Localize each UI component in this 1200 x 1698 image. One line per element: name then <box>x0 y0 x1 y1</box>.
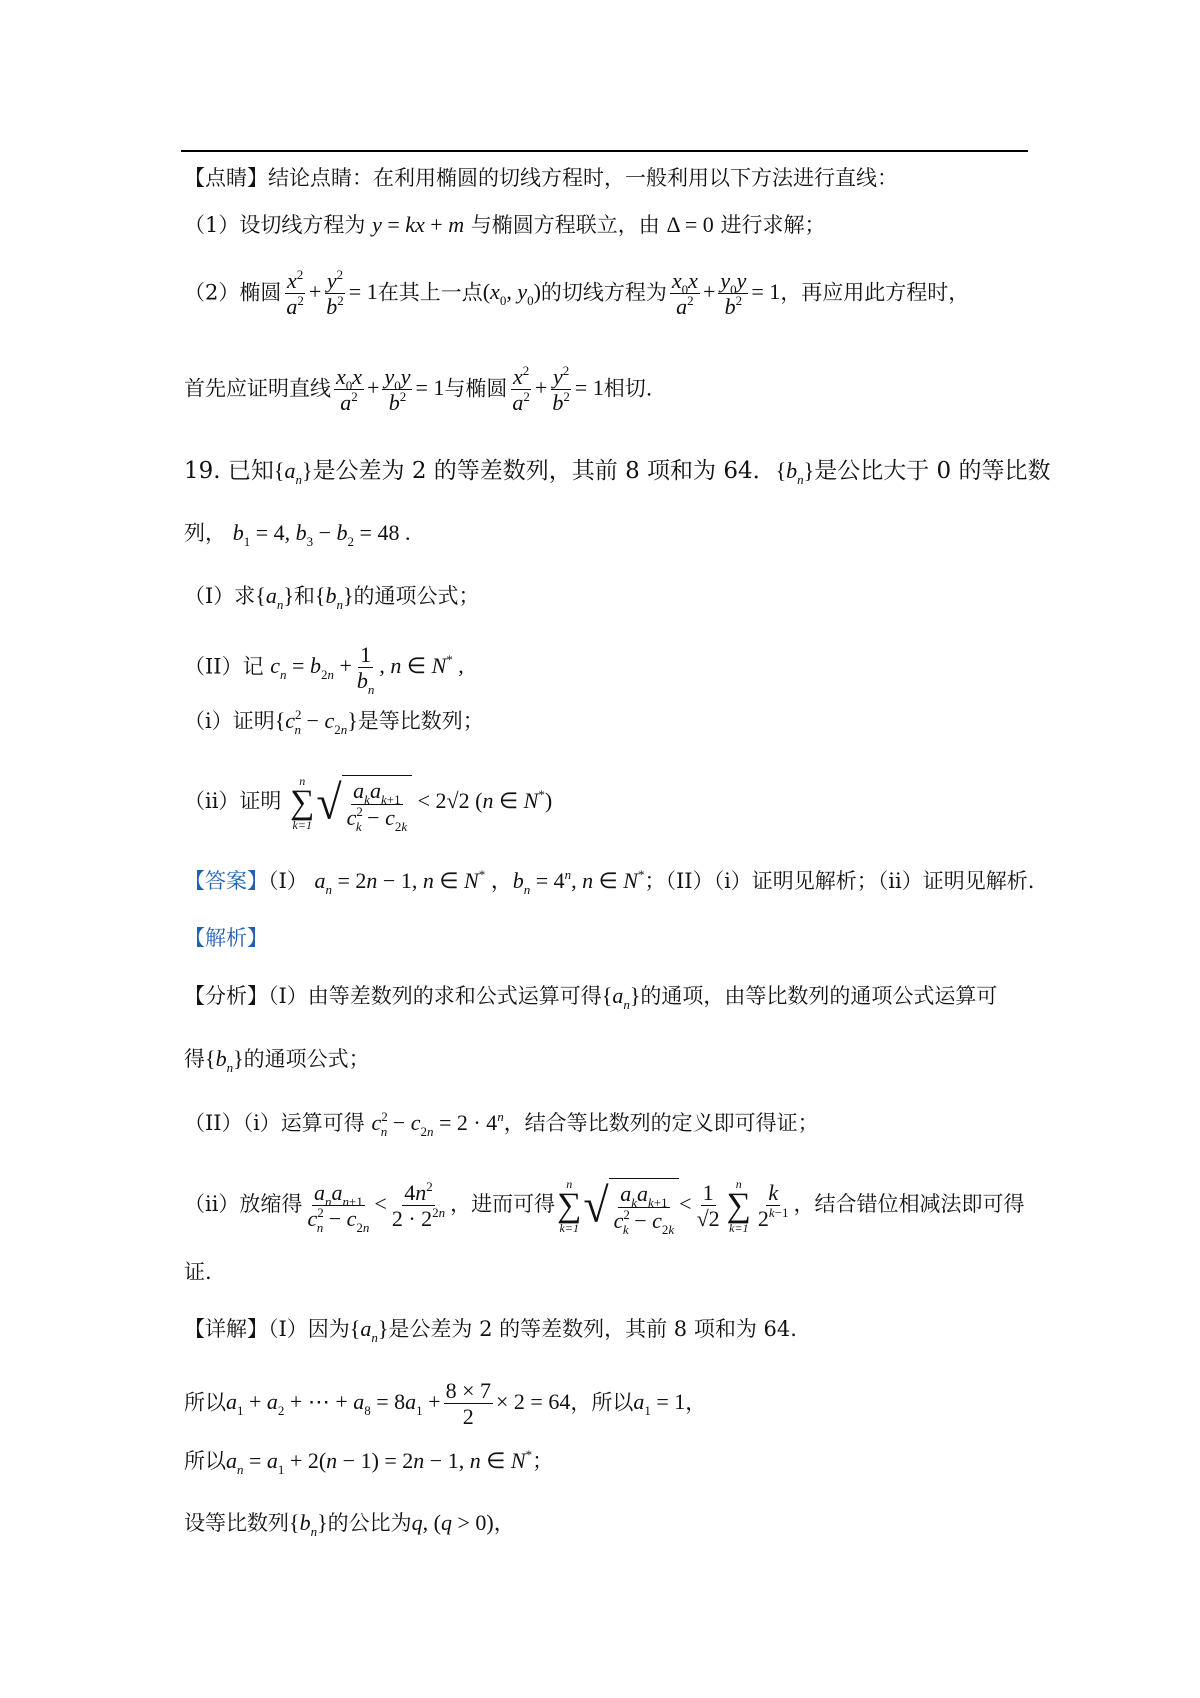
point-x0-y0: ($x_0$, $y_0$) <box>482 279 541 309</box>
sum-inequality: n ∑ k=1 √ $\frac{a_ka_{k+1}}{c^2_k - c_{2k}}$ < $\frac{1}{√2}$ n ∑ k=1 $\frac{k}{2^{k-1}}$ <box>557 1177 789 1237</box>
top-rule <box>181 150 1028 152</box>
answer-an: $a_n = 2n - 1$, n ∈ N* ，$b_n = 4^n$, n ∈ N* <box>314 867 645 897</box>
tangent-equation-2: $\frac{x_0x}{a^2}$ + $\frac{y_0y}{b^2}$ = 1 <box>336 364 445 416</box>
analysis-line-4: （ii）放缩得 $\frac{a_na_{n+1}}{c^2_n - c_{2n}}$ < $\frac{4n^2}{2 \cdot 2^{2n}}$ ，进而可得 n ∑ k=1 √ $\frac{a_ka_{k+1}}{c^2_k - c_{2k}}$ < $\frac{1}{√2}$ n ∑ k=1 $\frac{k}{2^{k-1}}$ ，结合错位相减法即可得 <box>184 1177 1025 1237</box>
note-intro: 结论点睛：在利用椭圆的切线方程时，一般利用以下方法进行直线： <box>268 166 898 190</box>
question-part-1: （I）求$\{a_n\}$和$\{b_n\}$的通项公式； <box>184 583 480 612</box>
question-19-line-2: 列， $b_1 = 4$, $b_3 - b_2 = 48$ . <box>184 520 411 549</box>
detail-line-1: 【详解】（I）因为$\{a_n\}$是公差为 2 的等差数列，其前 8 项和为 64. <box>184 1316 797 1345</box>
note-point-2: （2）椭圆 $\frac{x^2}{a^2}$ + $\frac{y^2}{b^2}$ = 1在其上一点($x_0$, $y_0$)的切线方程为 $\frac{x_0x}{a^2}$ + $\frac{y_0y}{b^2}$ = 1，再应用此方程时， <box>184 267 970 320</box>
cn-difference-formula: $c^2_n - c_{2n} = 2 \cdot 4^n$ <box>371 1109 504 1139</box>
detail-line-4: 设等比数列$\{b_n\}$的公比为q, (q > 0)， <box>184 1510 515 1539</box>
question-number: 19. <box>184 458 221 484</box>
tangent-line-formula: y = kx + m <box>372 212 465 237</box>
analysis-line-2: 得$\{b_n\}$的通项公式； <box>184 1046 370 1075</box>
ellipse-equation-2: $\frac{x^2}{a^2}$ + $\frac{y^2}{b^2}$ = 1 <box>512 363 604 416</box>
answer-line: 【答案】（I） $a_n = 2n - 1$, n ∈ N* ，$b_n = 4^n$, n ∈ N*；（II）（i）证明见解析；（ii）证明见解析. <box>184 867 1035 897</box>
analysis-line-5: 证. <box>184 1260 212 1284</box>
answer-label: 【答案】 <box>184 869 268 893</box>
sum-formula: $a_1 + a_2$ + ⋯ + $a_8 = 8a_1$ + $\frac{8 \times 7}{2}$ × 2 = 64 <box>226 1378 571 1430</box>
detail-line-3: 所以$a_n = a_1 + 2(n - 1) = 2n - 1$, n ∈ N*； <box>184 1447 554 1477</box>
ellipse-equation: $\frac{x^2}{a^2}$ + $\frac{y^2}{b^2}$ = 1 <box>286 267 378 320</box>
analysis-label: 【解析】 <box>184 926 268 950</box>
note-intro-line <box>184 168 898 189</box>
question-19-line-1: 19. 已知$\{a_n\}$是公差为 2 的等差数列，其前 8 项和为 64．$\{b_n\}$是公比大于 0 的等比数 <box>184 458 1051 487</box>
note-point-1: （1）设切线方程为 y = kx + m 与椭圆方程联立，由 Δ = 0 进行求解； <box>184 212 826 237</box>
cn-definition: $c_n = b_{2n}$ + $\frac{1}{b_n}$ , n ∈ N* , <box>270 642 464 698</box>
analysis-line-1: 【分析】（I）由等差数列的求和公式运算可得$\{a_n\}$的通项，由等比数列的通项公式运算可 <box>184 983 998 1012</box>
b-conditions: $b_1 = 4$, $b_3 - b_2 = 48$ . <box>232 520 411 549</box>
inequality-to-prove: n ∑ k=1 √ $\frac{a_ka_{k+1}}{c^2_k - c_{2k}}$ < 2√2 (n ∈ N*) <box>290 774 553 834</box>
question-part-2ii: （ii）证明 n ∑ k=1 √ $\frac{a_ka_{k+1}}{c^2_k - c_{2k}}$ < 2√2 (n ∈ N*) <box>184 774 553 834</box>
tangent-equation: $\frac{x_0x}{a^2}$ + $\frac{y_0y}{b^2}$ = 1 <box>671 268 781 320</box>
detail-line-2: 所以$a_1 + a_2$ + ⋯ + $a_8 = 8a_1$ + $\frac{8 \times 7}{2}$ × 2 = 64，所以$a_1 = 1$， <box>184 1378 707 1430</box>
note-point-3: 首先应证明直线 $\frac{x_0x}{a^2}$ + $\frac{y_0y}{b^2}$ = 1与椭圆 $\frac{x^2}{a^2}$ + $\frac{y^2}{b^2}$ = 1相切. <box>184 363 653 416</box>
question-part-2i: （i）证明$\{c^2_n - c_{2n}\}$是等比数列； <box>184 707 484 737</box>
scaling-inequality: $\frac{a_na_{n+1}}{c^2_n - c_{2n}}$ < $\frac{4n^2}{2 \cdot 2^{2n}}$ <box>307 1178 446 1236</box>
question-part-2: （II）记 $c_n = b_{2n}$ + $\frac{1}{b_n}$ , n ∈ N* , <box>184 642 464 698</box>
discriminant-formula: Δ = 0 <box>666 212 714 237</box>
an-formula: $a_n = a_1 + 2(n - 1) = 2n - 1$, n ∈ N* <box>226 1447 533 1477</box>
a1-value: $a_1 = 1$ <box>633 1389 686 1419</box>
ratio-q: q, (q > 0) <box>411 1510 494 1535</box>
analysis-line-3: （II）（i）运算可得 $c^2_n - c_{2n} = 2 \cdot 4^n$，结合等比数列的定义即可得证； <box>184 1109 819 1139</box>
note-header: 【点睛】 <box>184 166 268 190</box>
